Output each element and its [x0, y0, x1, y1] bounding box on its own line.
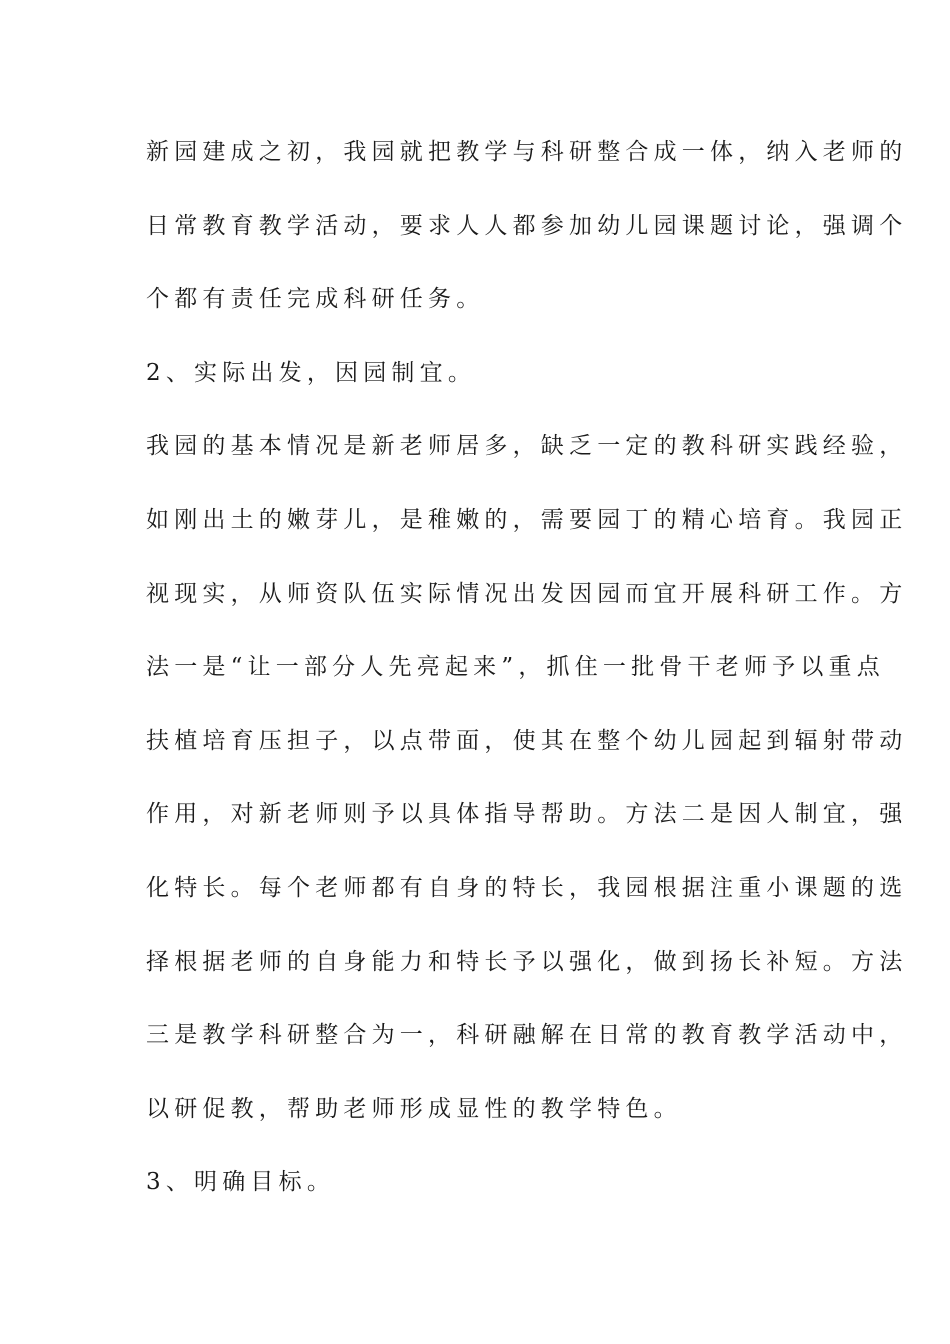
paragraph-line: 视现实，从师资队伍实际情况出发因园而宜开展科研工作。方: [146, 580, 908, 607]
paragraph-line: 日常教育教学活动，要求人人都参加幼儿园课题讨论，强调个: [146, 212, 908, 239]
paragraph-line: 择根据老师的自身能力和特长予以强化，做到扬长补短。方法: [146, 948, 908, 975]
paragraph-line: 法一是“让一部分人先亮起来”，抓住一批骨干老师予以重点: [146, 654, 885, 681]
paragraph-line: 以研促教，帮助老师形成显性的教学特色。: [146, 1095, 682, 1122]
paragraph-line: 三是教学科研整合为一，科研融解在日常的教育教学活动中，: [146, 1022, 908, 1049]
paragraph-line: 新园建成之初，我园就把教学与科研整合成一体，纳入老师的: [146, 139, 908, 165]
document-page: [146, 131, 908, 1235]
paragraph-line: 如刚出土的嫩芽儿，是稚嫩的，需要园丁的精心培育。我园正: [146, 506, 908, 533]
paragraph-line: 扶植培育压担子，以点带面，使其在整个幼儿园起到辐射带动: [146, 727, 908, 754]
paragraph-line: 化特长。每个老师都有自身的特长，我园根据注重小课题的选: [146, 874, 908, 901]
paragraph-line: 作用，对新老师则予以具体指导帮助。方法二是因人制宜，强: [146, 801, 908, 828]
section-heading: 3、明确目标。: [146, 1169, 336, 1196]
section-heading: 2、实际出发，因园制宜。: [146, 359, 477, 386]
paragraph-line: 个都有责任完成科研任务。: [146, 286, 485, 313]
paragraph-line: 我园的基本情况是新老师居多，缺乏一定的教科研实践经验，: [146, 433, 908, 460]
